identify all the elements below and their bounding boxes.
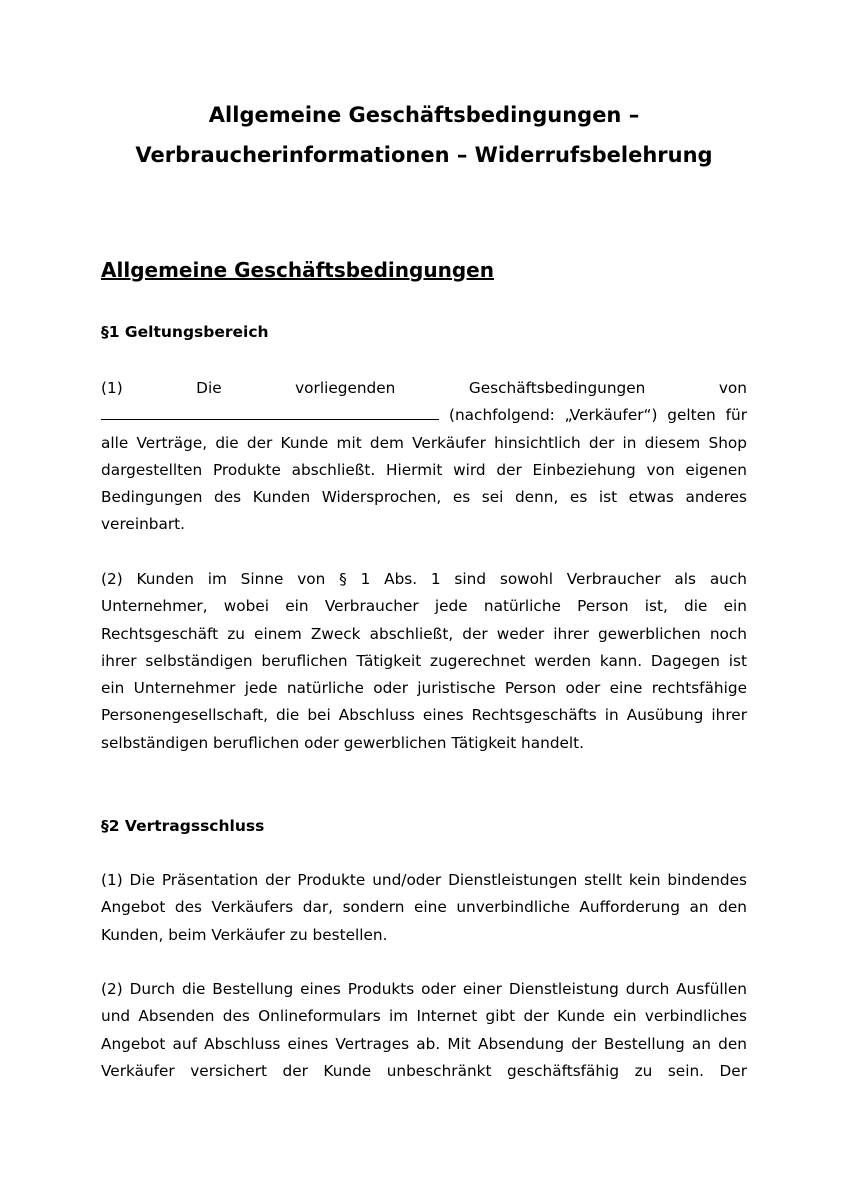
paragraph-line: ein Unternehmer jede natürliche oder juristische Person oder eine rechtsfähige [101, 679, 747, 698]
word: von [718, 379, 747, 397]
paragraph-line: selbständigen beruflichen oder gewerblichen Tätigkeit handelt. [101, 733, 585, 752]
paragraph-line: alle Verträge, die der Kunde mit dem Verkäufer hinsichtlich der in diesem Shop [101, 433, 747, 452]
paragraph-2-2 [101, 976, 747, 1085]
word: Geschäftsbedingungen [468, 379, 646, 397]
document-title [60, 95, 788, 175]
paragraph-1-1 [101, 375, 747, 539]
paragraph-line: Unternehmer, wobei ein Verbraucher jede natürliche Person ist, die ein [101, 597, 747, 616]
word: (1) [101, 379, 123, 397]
paragraph-line [101, 375, 747, 402]
paragraph-line: vereinbart. [101, 515, 186, 534]
paragraph-2-1 [101, 867, 747, 949]
paragraph-line: und Absenden des Onlineformulars im Internet gibt der Kunde ein verbindliches [101, 1007, 747, 1026]
paragraph-line: (2) Kunden im Sinne von § 1 Abs. 1 sind sowohl Verbraucher als auch [101, 570, 747, 588]
title-line-1: Allgemeine Geschäftsbedingungen – [208, 103, 640, 127]
paragraph-line: Bedingungen des Kunden Widersprochen, es sei denn, es ist etwas anderes [101, 488, 747, 507]
paragraph-line: (1) Die Präsentation der Produkte und/oder Dienstleistungen stellt kein bindendes [101, 871, 747, 889]
heading-vertragsschluss: §2 Vertragsschluss [101, 817, 265, 835]
paragraph-line: Personengesellschaft, die bei Abschluss eines Rechtsgeschäfts in Ausübung ihrer [101, 706, 747, 725]
paragraph-line: Rechtsgeschäft zu einem Zweck abschließt, der weder ihrer gewerblichen noch [101, 624, 747, 643]
paragraph-line: Angebot des Verkäufers dar, sondern eine unverbindliche Aufforderung an den [101, 898, 747, 917]
paragraph-line: Kunden, beim Verkäufer zu bestellen. [101, 925, 388, 944]
section-heading: Allgemeine Geschäftsbedingungen [101, 258, 494, 282]
paragraph-line: (2) Durch die Bestellung eines Produkts oder einer Dienstleistung durch Ausfüllen [101, 980, 747, 998]
paragraph-line: Verkäufer versichert der Kunde unbeschränkt geschäftsfähig zu sein. Der [101, 1061, 747, 1080]
title-line-2: Verbraucherinformationen – Widerrufsbelehrung [135, 143, 713, 167]
word: vorliegenden [295, 379, 396, 397]
seller-name-blank [101, 403, 439, 420]
paragraph-1-2 [101, 566, 747, 757]
paragraph-line: Angebot auf Abschluss eines Vertrages ab. Mit Absendung der Bestellung an den [101, 1034, 747, 1053]
line-text: (nachfolgend: „Verkäufer“) gelten für [449, 406, 747, 425]
heading-geltungsbereich: §1 Geltungsbereich [101, 323, 269, 341]
word: Die [196, 379, 222, 397]
paragraph-line: ihrer selbständigen beruflichen Tätigkeit zugerechnet werden kann. Dagegen ist [101, 651, 747, 670]
paragraph-line [101, 402, 747, 429]
paragraph-line: dargestellten Produkte abschließt. Hiermit wird der Einbeziehung von eigenen [101, 460, 747, 479]
